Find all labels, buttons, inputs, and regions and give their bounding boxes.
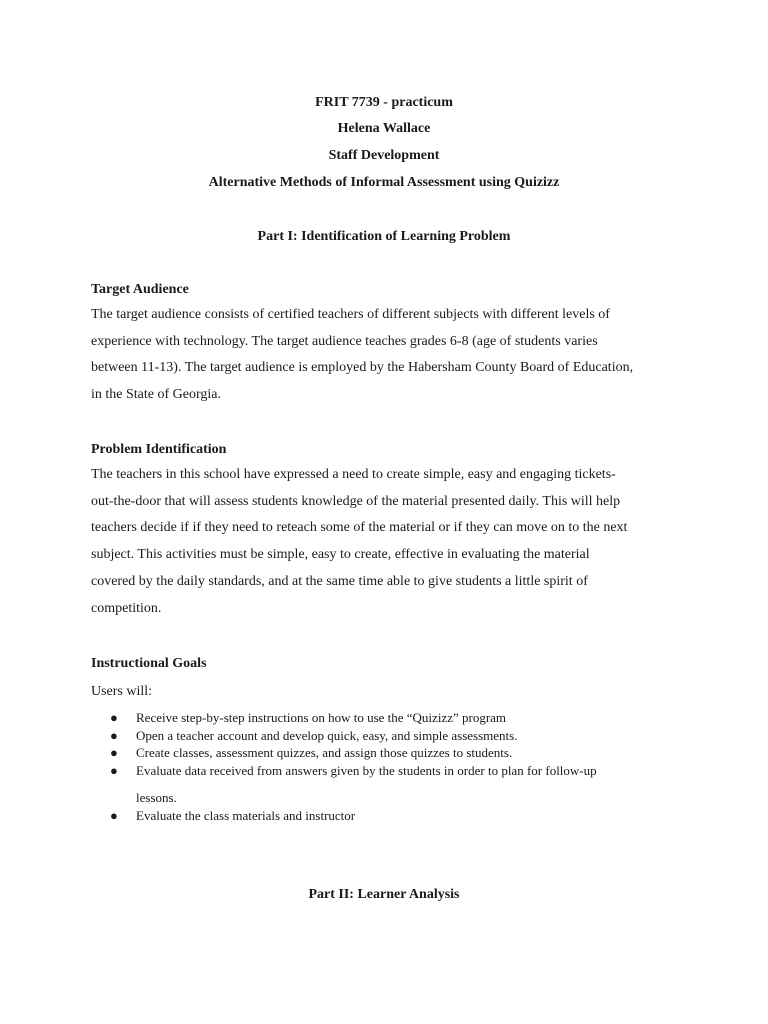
list-item-text: Evaluate the class materials and instructor xyxy=(136,808,356,823)
paragraph-line: The target audience consists of certified teachers of different subjects with different levels of xyxy=(91,307,610,322)
course-title: FRIT 7739 - practicum xyxy=(315,95,453,110)
bullet-icon: ● xyxy=(110,745,118,760)
bullet-icon: ● xyxy=(110,728,118,743)
list-item-text: Open a teacher account and develop quick, easy, and simple assessments. xyxy=(136,728,518,743)
bullet-icon: ● xyxy=(110,808,118,823)
category-label: Staff Development xyxy=(328,148,440,163)
problem-identification-paragraph xyxy=(91,462,691,622)
paragraph-line: competition. xyxy=(91,600,162,616)
instructional-goals-intro: Users will: xyxy=(91,684,153,699)
paragraph-line: between 11-13). The target audience is employed by the Habersham County Board of Education, xyxy=(91,360,634,376)
list-item-text: Create classes, assessment quizzes, and assign those quizzes to students. xyxy=(136,745,513,760)
author-name: Helena Wallace xyxy=(337,121,431,136)
paragraph-line: experience with technology. The target audience teaches grades 6-8 (age of students varies xyxy=(91,333,598,349)
paragraph-line: teachers decide if if they need to reteach some of the material or if they can move on to the next xyxy=(91,520,628,536)
part1-heading: Part I: Identification of Learning Problem xyxy=(257,229,511,244)
bullet-icon: ● xyxy=(110,710,118,725)
paragraph-line: in the State of Georgia. xyxy=(91,387,221,403)
paragraph-line: out-the-door that will assess students knowledge of the material presented daily. This will help xyxy=(91,493,621,509)
list-item-text: Evaluate data received from answers given by the students in order to plan for follow-up xyxy=(136,763,597,778)
part2-heading: Part II: Learner Analysis xyxy=(308,887,460,902)
target-audience-paragraph xyxy=(91,302,691,409)
paragraph-line: covered by the daily standards, and at the same time able to give students a little spirit of xyxy=(91,573,588,589)
paragraph-line: subject. This activities must be simple, easy to create, effective in evaluating the material xyxy=(91,547,590,563)
target-audience-heading: Target Audience xyxy=(91,282,189,297)
list-item-continuation: lessons. xyxy=(136,790,177,805)
problem-identification-heading: Problem Identification xyxy=(91,442,227,457)
list-item-text: Receive step-by-step instructions on how to use the “Quizizz” program xyxy=(136,710,507,725)
instructional-goals-heading: Instructional Goals xyxy=(91,656,207,671)
document-title: Alternative Methods of Informal Assessment using Quizizz xyxy=(208,175,560,190)
paragraph-line: The teachers in this school have expressed a need to create simple, easy and engaging tickets- xyxy=(91,467,616,482)
bullet-icon: ● xyxy=(110,763,118,778)
